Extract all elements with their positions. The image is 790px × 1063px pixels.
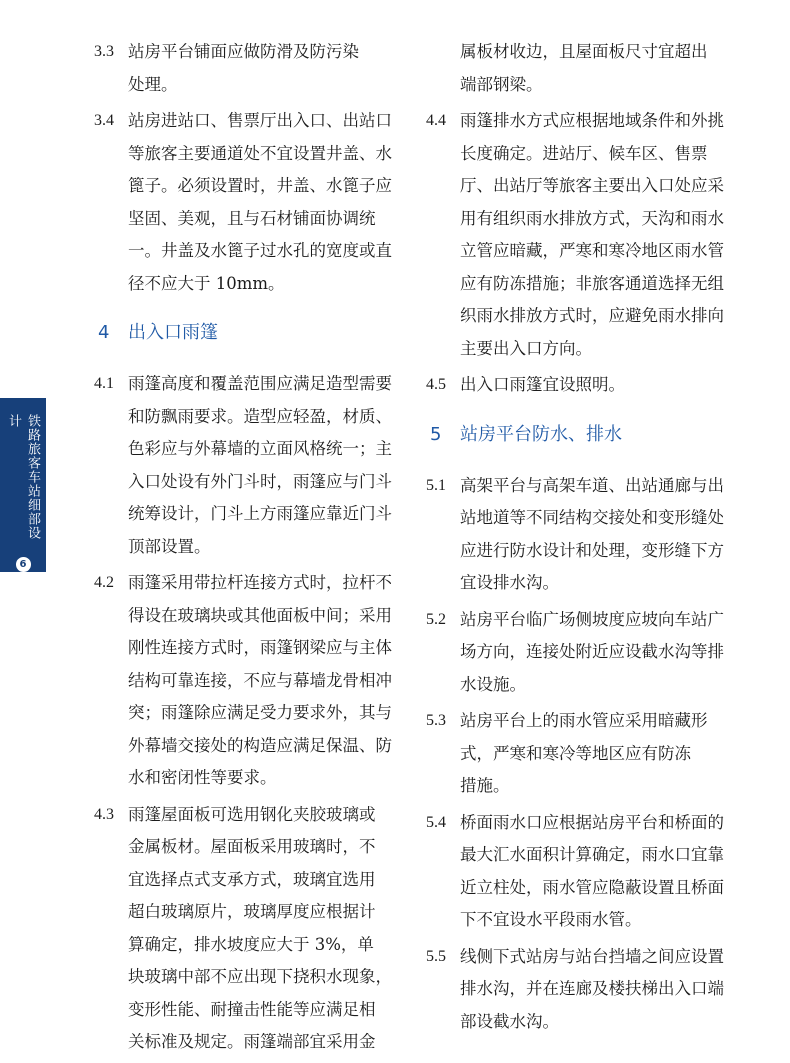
clause-line: 应有防冻措施；非旅客通道选择无组 [460,273,724,293]
clause-number: 5.5 [426,947,446,965]
clause-line: 水设施。 [460,674,526,694]
clause-item [426,807,744,937]
clause-line: 线侧下式站房与站台挡墙之间应设置 [460,946,724,966]
clause-line: 宜设排水沟。 [460,573,559,592]
clause-line: 宜选择点式支承方式，玻璃宜选用 [128,869,376,889]
clause-line: 关标准及规定。雨篷端部宜采用金 [128,1032,376,1051]
clause-number: 4.4 [426,112,446,129]
clause-line: 站地道等不同结构交接处和变形缝处 [460,508,724,527]
clause-number: 4.1 [94,375,114,392]
clause-line: 水和密闭性等要求。 [128,768,277,787]
section-heading [426,420,744,450]
clause-line: 一。井盖及水篦子过水孔的宽度或直 [128,241,392,260]
clause-line: 长度确定。进站厅、候车区、售票 [460,143,708,163]
page-number: 6 [16,557,31,572]
clause-line: 出入口雨篷宜设照明。 [460,375,625,394]
clause-line: 篦子。必须设置时，井盖、水篦子应 [128,176,392,195]
clause-item [94,105,412,300]
clause-line: 高架平台与高架车道、出站通廊与出 [460,475,724,495]
clause-line: 应进行防水设计和处理，变形缝下方 [460,540,724,560]
clause-item [426,705,744,803]
clause-line: 刚性连接方式时，雨篷钢梁应与主体 [128,638,392,657]
clause-number: 5.1 [426,476,446,494]
clause-item [426,470,744,600]
clause-line: 色彩应与外幕墙的立面风格统一；主 [128,439,392,458]
clause-line: 织雨水排放方式时，应避免雨水排向 [460,306,724,325]
section-title: 出入口雨篷 [128,322,218,343]
chapter-side-tab [0,398,46,572]
clause-line: 雨篷排水方式应根据地域条件和外挑 [460,111,724,130]
clause-line: 统筹设计，门斗上方雨篷应靠近门斗 [128,504,392,523]
clause-line: 入口处设有外门斗时，雨篷应与门斗 [128,471,392,491]
clause-line: 用有组织雨水排放方式，天沟和雨水 [460,208,724,228]
clause-number: 4.5 [426,376,446,393]
right-column [426,36,744,1042]
clause-line: 场方向，连接处附近应设截水沟等排 [460,642,724,661]
section-heading [94,318,412,348]
clause-number: 3.4 [94,112,114,129]
clause-line: 站房平台上的雨水管应采用暗藏形 [460,711,708,730]
clause-line: 最大汇水面积计算确定，雨水口宜靠 [460,845,724,864]
clause-line: 坚固、美观，且与石材铺面协调统 [128,208,376,228]
clause-item [426,36,744,101]
left-column [94,36,412,1063]
clause-number: 5.4 [426,813,446,831]
clause-line: 突；雨篷除应满足受力要求外，其与 [128,703,392,722]
clause-line: 立管应暗藏，严寒和寒冷地区雨水管 [460,241,724,260]
clause-number: 5.3 [426,712,446,729]
clause-line: 下不宜设水平段雨水管。 [460,910,642,929]
clause-line: 超白玻璃原片，玻璃厚度应根据计 [128,902,376,921]
section-number: 5 [430,423,442,445]
clause-line: 桥面雨水口应根据站房平台和桥面的 [460,812,724,832]
clause-line: 得设在玻璃块或其他面板中间；采用 [128,605,392,625]
clause-line: 排水沟，并在连廊及楼扶梯出入口端 [460,979,724,998]
section-number: 4 [98,322,110,343]
clause-line: 径不应大于 10mm。 [128,273,285,293]
clause-line: 主要出入口方向。 [460,338,592,358]
clause-line: 外幕墙交接处的构造应满足保温、防 [128,735,392,755]
clause-line: 雨篷屋面板可选用钢化夹胶玻璃或 [128,804,376,824]
clause-line: 措施。 [460,776,510,795]
clause-line: 雨篷采用带拉杆连接方式时，拉杆不 [128,573,392,592]
clause-number: 4.2 [94,574,114,591]
clause-item [94,799,412,1059]
clause-item [94,368,412,563]
clause-item [426,941,744,1039]
clause-number: 3.3 [94,43,114,60]
clause-line: 处理。 [128,74,178,94]
clause-number: 4.3 [94,805,114,823]
clause-line: 端部钢梁。 [460,74,543,94]
clause-line: 厅、出站厅等旅客主要出入口处应采 [460,176,724,195]
side-tab-label: 铁路旅客车站细部设计 [6,414,40,540]
clause-number: 5.2 [426,610,446,628]
clause-line: 算确定，排水坡度应大于 3%，单 [128,934,374,954]
clause-item [94,36,412,101]
clause-item [426,105,744,365]
section-title: 站房平台防水、排水 [460,423,622,445]
clause-line: 式，严寒和寒冷等地区应有防冻 [460,743,691,763]
clause-line: 部设截水沟。 [460,1011,559,1031]
clause-line: 结构可靠连接，不应与幕墙龙骨相冲 [128,670,392,690]
clause-line: 站房平台临广场侧坡度应坡向车站广 [460,609,724,629]
clause-line: 雨篷高度和覆盖范围应满足造型需要 [128,374,392,393]
clause-line: 站房平台铺面应做防滑及防污染 [128,42,359,61]
clause-line: 顶部设置。 [128,536,211,556]
clause-line: 金属板材。屋面板采用玻璃时，不 [128,837,376,856]
clause-line: 近立柱处，雨水管应隐蔽设置且桥面 [460,877,724,897]
clause-item [426,604,744,702]
clause-line: 块玻璃中部不应出现下挠积水现象， [128,967,392,986]
clause-line: 属板材收边，且屋面板尺寸宜超出 [460,42,708,61]
clause-item [426,369,744,402]
clause-item [94,567,412,795]
clause-line: 等旅客主要通道处不宜设置井盖、水 [128,143,392,163]
clause-line: 变形性能、耐撞击性能等应满足相 [128,999,376,1019]
clause-line: 和防飘雨要求。造型应轻盈，材质、 [128,406,392,426]
clause-line: 站房进站口、售票厅出入口、出站口 [128,111,392,130]
